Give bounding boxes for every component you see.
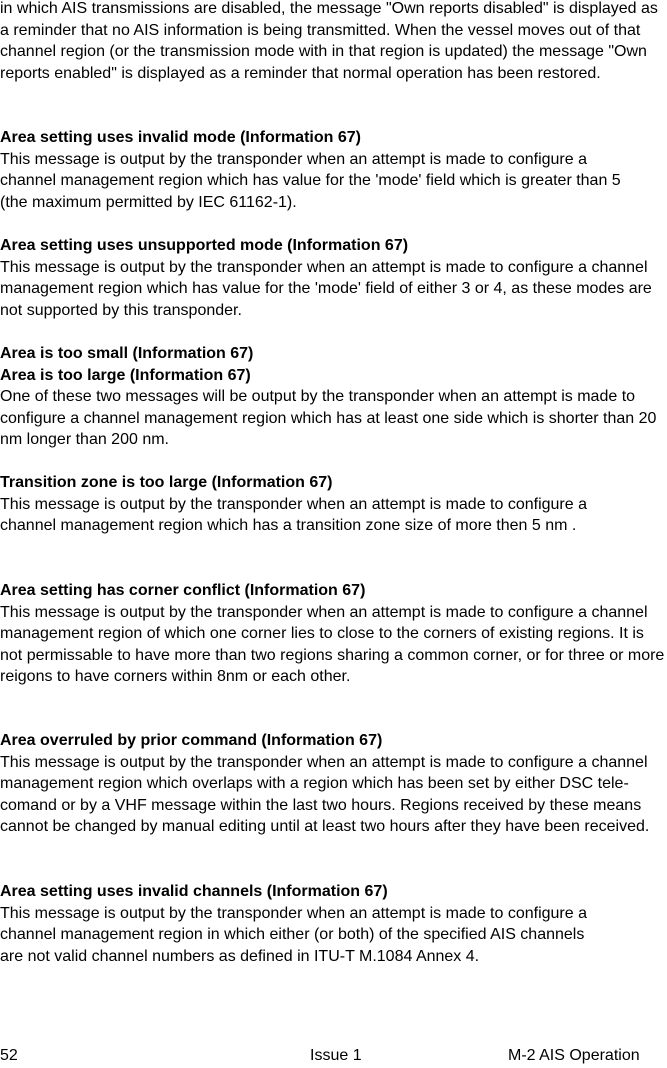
document-title: M-2 AIS Operation [508,1047,640,1064]
section-heading: Area is too large (Information 67) [0,366,251,384]
section-body: This message is output by the transponder when an attempt is made to configure a channel management region which has value for the 'mode' field of either 3 or 4, as these modes are not supported by this transponder. [0,258,652,319]
section-heading: Transition zone is too large (Information 67) [0,474,333,491]
section-body: One of these two messages will be output by the transponder when an attempt is made to configure a channel management region which has at least one side which is shorter than 20 nm longer than 200 nm. [0,388,657,449]
section-heading: Area setting has corner conflict (Information 67) [0,582,366,599]
section-heading: Area setting uses invalid mode (Information 67) [0,129,361,146]
page-number: 52 [0,1047,18,1064]
section-heading: Area overruled by prior command (Information 67) [0,732,383,749]
section-invalid-mode [0,127,667,213]
section-body: This message is output by the transponder when an attempt is made to configure a channel management region which overlaps with a region which has been set by either DSC tele-comand or by a VHF message within the last two hours. Regions received by these means cannot be changed by manual editing until at least two hours after they have been received. [0,753,650,836]
section-body: This message is output by the transponder when an attempt is made to configure a channel management region which has value for the 'mode' field which is greater than 5 (the maximum permitted by IEC 61162-1). [0,150,621,211]
section-area-size [0,343,667,451]
section-heading: Area is too small (Information 67) [0,345,254,362]
section-heading: Area setting uses invalid channels (Information 67) [0,883,388,900]
section-invalid-channels [0,881,667,967]
intro-paragraph: in which AIS transmissions are disabled, the message "Own reports disabled" is displayed as a reminder that no AIS information is being transmitted. When the vessel moves out of that channel region (or the transmission mode with in that region is updated) the message "Own reports enabled" is displayed as a reminder that normal operation has been restored. [0,0,658,82]
section-body: This message is output by the transponder when an attempt is made to configure a channel management region of which one corner lies to close to the corners of existing regions. It is not permissable to have more than two regions sharing a common corner, or for three or more reigons to have corners within 8nm or each other. [0,603,665,686]
section-unsupported-mode [0,235,667,321]
section-body: This message is output by the transponder when an attempt is made to configure a channel management region in which either (or both) of the specified AIS channels are not valid channel numbers as defined in ITU-T M.1084 Annex 4. [0,904,587,965]
section-heading: Area setting uses unsupported mode (Information 67) [0,237,409,254]
section-corner-conflict [0,580,667,688]
section-body: This message is output by the transponder when an attempt is made to configure a channel management region which has a transition zone size of more then 5 nm . [0,495,587,535]
section-transition-zone [0,472,667,537]
page-footer [0,1046,667,1068]
section-overruled [0,730,667,838]
issue-label: Issue 1 [310,1047,362,1064]
